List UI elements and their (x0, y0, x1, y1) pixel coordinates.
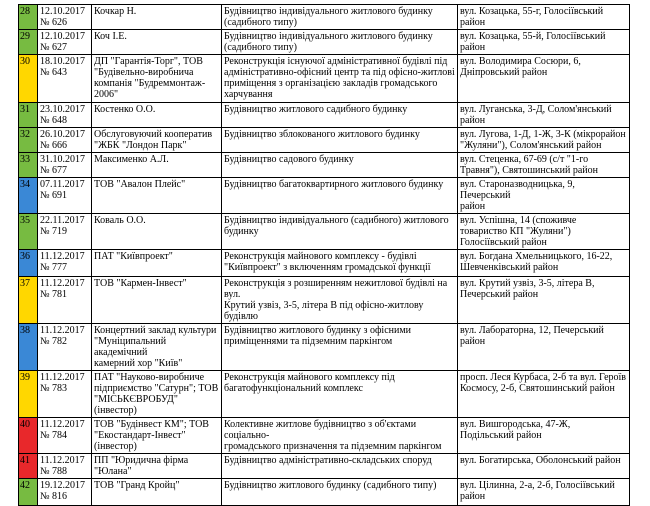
table-row (19, 371, 630, 418)
row-number: 30 (19, 55, 38, 103)
row-number: 36 (19, 250, 38, 277)
table-row (19, 153, 630, 178)
applicant-name: ПАТ "Київпроект" (92, 250, 222, 277)
applicant-name: ПП "Юридична фірма "Юлана" (92, 454, 222, 479)
applicant-name: ТОВ "Кармен-Інвест" (92, 277, 222, 324)
row-number: 39 (19, 371, 38, 418)
project-description: Реконструкція майнового комплексу під багатофункціональний комплекс (222, 371, 458, 418)
permit-date-number: 12.10.2017 № 627 (38, 30, 92, 55)
project-description: Будівництво індивідуального житлового будинку (садибного типу) (222, 5, 458, 30)
permit-date-number: 12.10.2017 № 626 (38, 5, 92, 30)
project-address: вул. Вишгородська, 47-Ж, Подільський район (458, 418, 630, 454)
applicant-name: ТОВ "Гранд Кройц" (92, 479, 222, 506)
project-address: вул. Лабораторна, 12, Печерський район (458, 324, 630, 371)
table-row (19, 5, 630, 30)
applicant-name: Кочкар Н. (92, 5, 222, 30)
permit-date-number: 11.12.2017 № 788 (38, 454, 92, 479)
applicant-name: Коч І.Е. (92, 30, 222, 55)
permit-date-number: 11.12.2017 № 783 (38, 371, 92, 418)
applicant-name: ДП "Гарантія-Торг", ТОВ "Будівельно-виробнича компанія "Будреммонтаж- 2006" (92, 55, 222, 103)
applicant-name: ТОВ "Авалон Плейс" (92, 178, 222, 214)
project-description: Будівництво садового будинку (222, 153, 458, 178)
permit-date-number: 23.10.2017 № 648 (38, 103, 92, 128)
project-address: вул. Крутий узвіз, 3-5, літера В, Печерський район (458, 277, 630, 324)
project-description: Реконструкція майнового комплексу - будівлі "Київпроект" з включенням громадської функції (222, 250, 458, 277)
table-row (19, 418, 630, 454)
project-address: вул. Богдана Хмельницького, 16-22, Шевченківський район (458, 250, 630, 277)
document-page (18, 4, 630, 506)
row-number: 32 (19, 128, 38, 153)
row-number: 35 (19, 214, 38, 250)
project-address: вул. Староназводницька, 9, Печерський район (458, 178, 630, 214)
table-row (19, 324, 630, 371)
row-number: 37 (19, 277, 38, 324)
table-row (19, 178, 630, 214)
table-row (19, 55, 630, 103)
row-number: 41 (19, 454, 38, 479)
project-description: Будівництво житлового будинку (садибного типу) (222, 479, 458, 506)
table-row (19, 30, 630, 55)
table-row (19, 103, 630, 128)
permit-date-number: 11.12.2017 № 784 (38, 418, 92, 454)
row-number: 33 (19, 153, 38, 178)
row-number: 42 (19, 479, 38, 506)
project-description: Будівництво житлового будинку з офісними приміщеннями та підземним паркінгом (222, 324, 458, 371)
table-row (19, 454, 630, 479)
project-description: Будівництво багатоквартирного житлового будинку (222, 178, 458, 214)
project-address: вул. Володимира Сосюри, 6, Дніпровський район (458, 55, 630, 103)
table-row (19, 250, 630, 277)
project-description: Реконструкція існуючої адміністративної будівлі під адміністративно-офісний центр та під офісно-житлові приміщення з організацією закладів громадського харчування (222, 55, 458, 103)
project-description: Колективне житлове будівництво з об'єктами соціально- громадського призначення та підземним паркінгом (222, 418, 458, 454)
permit-date-number: 11.12.2017 № 777 (38, 250, 92, 277)
project-description: Будівництво адміністративно-складських споруд (222, 454, 458, 479)
applicant-name: Коваль О.О. (92, 214, 222, 250)
table-row (19, 479, 630, 506)
project-address: просп. Леся Курбаса, 2-б та вул. Героїв Космосу, 2-б, Святошинський район (458, 371, 630, 418)
project-address: вул. Козацька, 55-г, Голосіївський район (458, 5, 630, 30)
row-number: 28 (19, 5, 38, 30)
applicant-name: Обслуговуючий кооператив "ЖБК "Лондон Парк" (92, 128, 222, 153)
project-address: вул. Цілинна, 2-а, 2-б, Голосіївський район (458, 479, 630, 506)
permit-date-number: 07.11.2017 № 691 (38, 178, 92, 214)
project-address: вул. Успішна, 14 (споживче товариство КП "Жуляни") Голосіївський район (458, 214, 630, 250)
project-description: Будівництво житлового садибного будинку (222, 103, 458, 128)
permit-date-number: 18.10.2017 № 643 (38, 55, 92, 103)
project-address: вул. Богатирська, Оболонський район (458, 454, 630, 479)
row-number: 29 (19, 30, 38, 55)
table-row (19, 128, 630, 153)
applicant-name: ПАТ "Науково-виробниче підприємство "Сатурн"; ТОВ "МІСЬКЄВРОБУД" (інвестор) (92, 371, 222, 418)
permit-date-number: 22.11.2017 № 719 (38, 214, 92, 250)
permit-date-number: 26.10.2017 № 666 (38, 128, 92, 153)
project-description: Будівництво зблокованого житлового будинку (222, 128, 458, 153)
permit-date-number: 11.12.2017 № 782 (38, 324, 92, 371)
project-description: Реконструкція з розширенням нежитлової будівлі на вул. Крутий узвіз, 3-5, літера В під офісно-житлову будівлю (222, 277, 458, 324)
applicant-name: Костенко О.О. (92, 103, 222, 128)
project-address: вул. Козацька, 55-й, Голосіївський район (458, 30, 630, 55)
table-row (19, 277, 630, 324)
permits-table (18, 4, 630, 506)
applicant-name: Концертний заклад культури "Муніципальний академічний камерний хор "Київ" (92, 324, 222, 371)
project-description: Будівництво індивідуального житлового будинку (садибного типу) (222, 30, 458, 55)
table-row (19, 214, 630, 250)
row-number: 31 (19, 103, 38, 128)
applicant-name: Максименко А.Л. (92, 153, 222, 178)
project-address: вул. Луганська, 3-Д, Солом'янський район (458, 103, 630, 128)
project-description: Будівництво індивідуального (садибного) житлового будинку (222, 214, 458, 250)
project-address: вул. Стеценка, 67-69 (с/т "1-го Травня"), Святошинський район (458, 153, 630, 178)
permit-date-number: 31.10.2017 № 677 (38, 153, 92, 178)
project-address: вул. Лугова, 1-Д, 1-Ж, 3-К (мікрорайон "Жуляни"), Солом'янський район (458, 128, 630, 153)
row-number: 34 (19, 178, 38, 214)
permit-date-number: 11.12.2017 № 781 (38, 277, 92, 324)
applicant-name: ТОВ "Будінвест КМ"; ТОВ "Екостандарт-Інвест" (інвестор) (92, 418, 222, 454)
row-number: 38 (19, 324, 38, 371)
row-number: 40 (19, 418, 38, 454)
permit-date-number: 19.12.2017 № 816 (38, 479, 92, 506)
